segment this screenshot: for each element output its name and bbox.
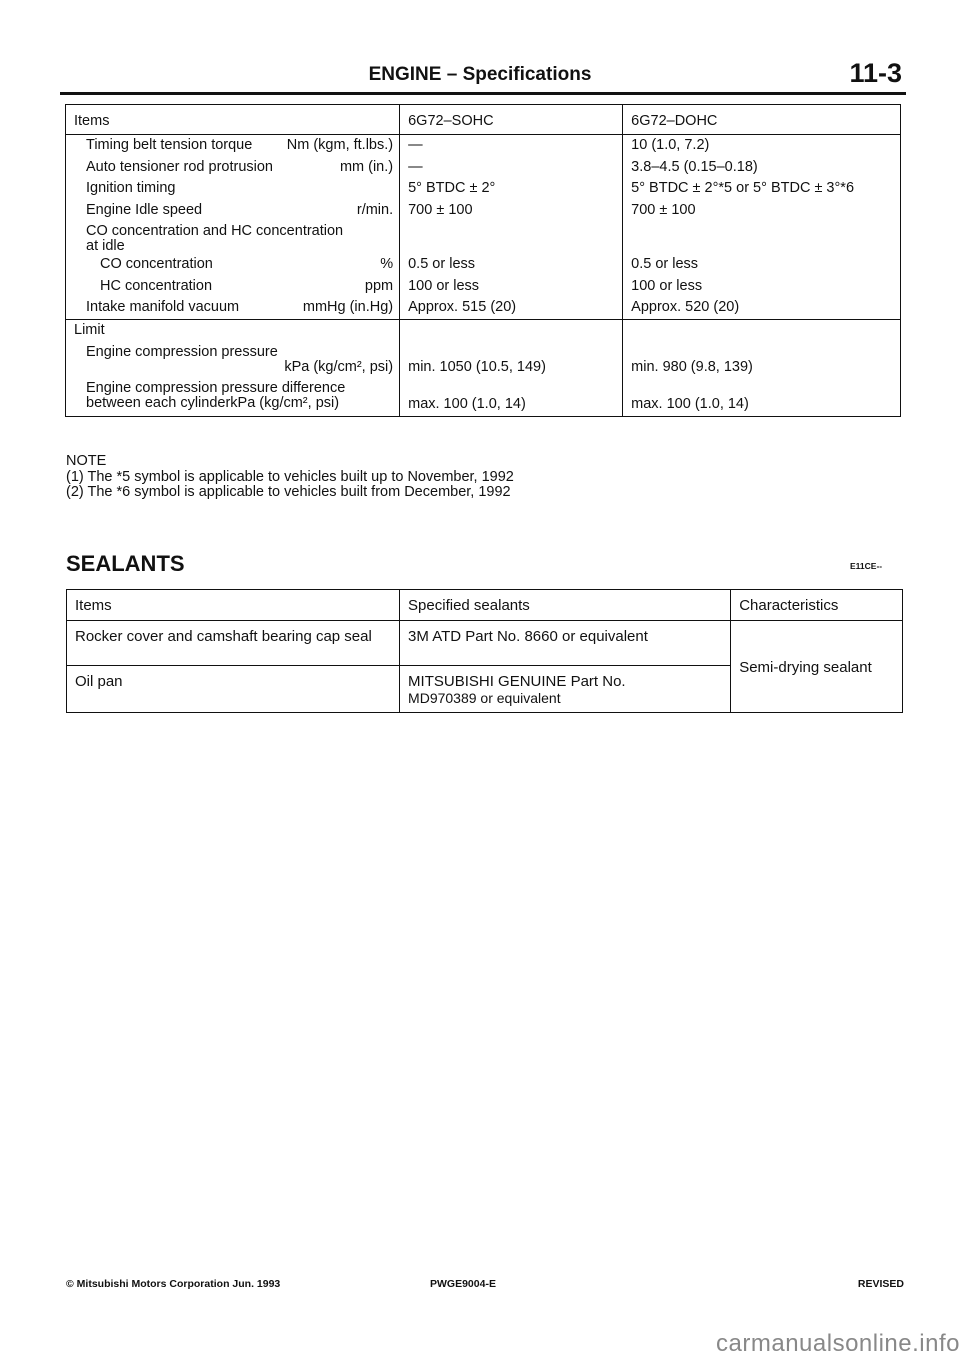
footer-copyright: © Mitsubishi Motors Corporation Jun. 1993 <box>66 1278 281 1290</box>
spec-item: Engine compression pressure kPa (kg/cm², psi) <box>86 344 394 375</box>
table-header-row <box>67 590 903 621</box>
sohc-value: Approx. 515 (20) <box>408 299 517 315</box>
table-header-row <box>66 105 901 135</box>
spec-item: CO concentration % <box>100 256 394 272</box>
table-row <box>66 135 901 320</box>
spec-item: Ignition timing <box>86 180 176 196</box>
page-number: 11-3 <box>849 58 902 88</box>
footer-status: REVISED <box>857 1278 904 1290</box>
page-title: ENGINE – Specifications <box>368 64 592 85</box>
sohc-value: 0.5 or less <box>408 256 476 272</box>
spec-item: Timing belt tension torque Nm (kgm, ft.lbs.) <box>86 137 394 153</box>
spec-item: Engine compression pressure difference between each cylinderkPa (kg/cm², psi) <box>86 380 346 411</box>
footer-doc-code: PWGE9004-E <box>430 1278 496 1290</box>
sealants-table <box>66 589 903 713</box>
specifications-table <box>65 104 901 417</box>
seal-spec: MITSUBISHI GENUINE Part No. MD970389 or equivalent <box>400 666 731 713</box>
spec-item: HC concentration ppm <box>100 277 394 294</box>
sohc-value: — <box>408 137 423 153</box>
header-specified-sealants: Specified sealants <box>400 590 731 621</box>
seal-item: Rocker cover and camshaft bearing cap seal <box>67 621 400 666</box>
watermark: carmanualsonline.info <box>716 1330 960 1357</box>
header-items: Items <box>67 590 400 621</box>
header-rule <box>60 92 906 95</box>
sohc-value: max. 100 (1.0, 14) <box>408 396 526 412</box>
header-items: Items <box>74 113 110 129</box>
sohc-value: — <box>408 158 423 175</box>
sohc-value: min. 1050 (10.5, 149) <box>408 358 546 375</box>
sohc-value: 5° BTDC ± 2° <box>408 180 496 196</box>
spec-item: Auto tensioner rod protrusion mm (in.) <box>86 158 394 175</box>
section-code: E11CE-- <box>850 561 883 571</box>
note-title: NOTE <box>66 453 107 469</box>
table-row <box>67 621 903 666</box>
spec-group-title: CO concentration and HC concentration at idle <box>86 223 344 254</box>
table-row <box>66 319 901 416</box>
sohc-value: 700 ± 100 <box>408 201 473 218</box>
dohc-value: 700 ± 100 <box>631 201 696 218</box>
header-characteristics: Characteristics <box>731 590 903 621</box>
spec-item: Engine Idle speed r/min. <box>86 201 394 218</box>
section-title: SEALANTS <box>66 551 185 576</box>
seal-item: Oil pan <box>67 666 400 713</box>
note-block <box>66 454 514 501</box>
seal-characteristic: Semi-drying sealant <box>731 621 903 713</box>
note-line: (2) The *6 symbol is applicable to vehicles built from December, 1992 <box>66 484 511 500</box>
note-line: (1) The *5 symbol is applicable to vehicles built up to November, 1992 <box>66 468 514 485</box>
dohc-value: Approx. 520 (20) <box>631 299 740 315</box>
seal-spec: 3M ATD Part No. 8660 or equivalent <box>400 621 731 666</box>
sohc-value: 100 or less <box>408 277 480 294</box>
dohc-value: max. 100 (1.0, 14) <box>631 396 749 412</box>
header-sohc: 6G72–SOHC <box>408 113 494 129</box>
dohc-value: 10 (1.0, 7.2) <box>631 137 710 153</box>
dohc-value: 100 or less <box>631 277 703 294</box>
dohc-value: 3.8–4.5 (0.15–0.18) <box>631 158 758 175</box>
spec-item: Intake manifold vacuum mmHg (in.Hg) <box>86 299 394 315</box>
dohc-value: 5° BTDC ± 2°*5 or 5° BTDC ± 3°*6 <box>631 180 855 196</box>
dohc-value: 0.5 or less <box>631 256 699 272</box>
header-dohc: 6G72–DOHC <box>631 113 718 129</box>
dohc-value: min. 980 (9.8, 139) <box>631 358 753 375</box>
limit-label: Limit <box>74 321 105 338</box>
